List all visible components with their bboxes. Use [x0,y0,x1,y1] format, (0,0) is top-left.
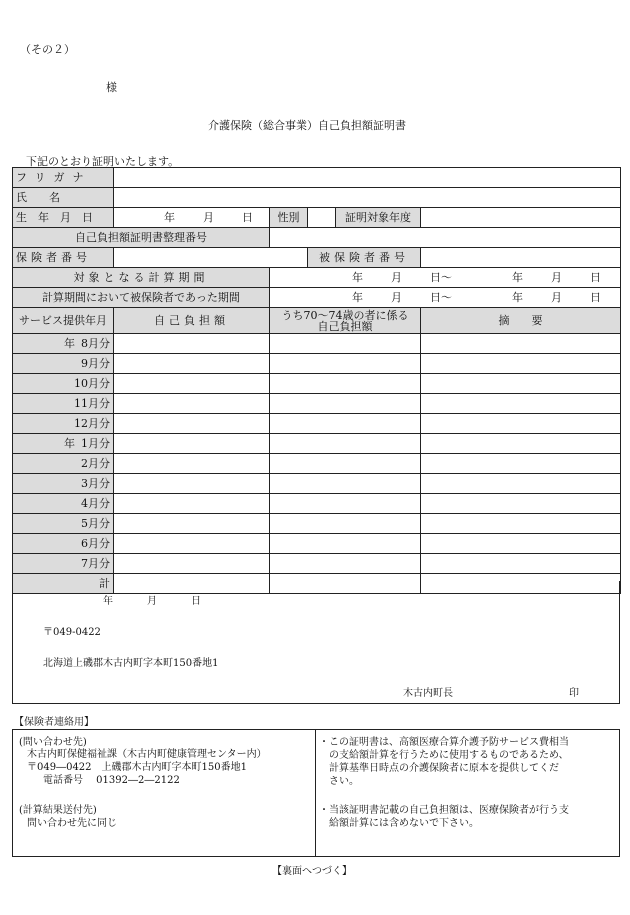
issuer-postal-code: 〒049-0422 [43,627,101,638]
issue-month-unit: 月 [147,596,157,607]
month-name: 3月分 [81,476,110,490]
period-day-unit: 日 [590,270,601,284]
remarks-field[interactable] [421,534,621,554]
furigana-label: フリガナ [13,168,114,188]
remarks-column-header: 摘 要 [421,308,621,334]
month-name: 6月分 [81,536,110,550]
month-label [13,494,114,514]
target-year-label: 証明対象年度 [336,208,421,228]
self-pay-field[interactable] [114,354,270,374]
month-row [13,454,621,474]
name-label: 氏 名 [13,188,114,208]
age-70-74-field[interactable] [270,414,421,434]
note-1-line-1: ・この証明書は、高額医療合算介護予防サービス費相当 [319,737,569,748]
cert-no-label: 自己負担額証明書整理番号 [13,228,270,248]
month-label [13,454,114,474]
month-name: 1月分 [81,436,110,450]
month-label [13,534,114,554]
month-row [13,474,621,494]
month-name: 4月分 [81,496,110,510]
month-row [13,514,621,534]
period-year-unit: 年 [512,270,523,284]
month-label [13,354,114,374]
month-name: 2月分 [81,456,110,470]
issuer-block [12,581,620,704]
issuer-address: 北海道上磯郡木古内町字本町150番地1 [43,658,219,669]
month-row [13,494,621,514]
contact-divider [315,730,316,856]
month-year-unit: 年 [64,336,75,350]
age-70-74-field[interactable] [270,514,421,534]
certificate-table [12,167,621,594]
month-name: 11月分 [74,396,110,410]
total-label: 計 [13,574,114,594]
month-label [13,414,114,434]
month-name: 8月分 [81,336,110,350]
period-year-unit: 年 [352,270,363,284]
period-month-unit: 月 [551,270,562,284]
age-70-74-field[interactable] [270,534,421,554]
remarks-field[interactable] [421,374,621,394]
age-70-74-field[interactable] [270,434,421,454]
month-name: 7月分 [81,556,110,570]
age-70-74-field[interactable] [270,454,421,474]
month-row [13,534,621,554]
self-pay-field[interactable] [114,554,270,574]
month-name: 9月分 [81,356,110,370]
month-row [13,414,621,434]
period-day-unit: 日 [590,290,601,304]
note-1-line-4: さい。 [329,776,359,787]
month-row [13,434,621,454]
remarks-field[interactable] [421,514,621,534]
note-1-line-3: 計算基準日時点の介護保険者に原本を提供してくだ [329,763,559,774]
remarks-field[interactable] [421,394,621,414]
self-pay-field[interactable] [114,454,270,474]
note-2-line-2: 給額計算には含めないで下さい。 [329,818,479,829]
remarks-field[interactable] [421,474,621,494]
self-pay-field[interactable] [114,334,270,354]
sex-label: 性別 [270,208,308,228]
inquiry-phone: 電話番号 01392―2―2122 [43,775,180,786]
period-year-unit: 年 [512,290,523,304]
birth-year-unit: 年 [164,210,175,224]
insured-no-field[interactable] [421,248,621,268]
insured-period-row [13,288,621,308]
calc-period-row [13,268,621,288]
remarks-field[interactable] [421,494,621,514]
month-name: 12月分 [74,416,110,430]
insurer-row [13,248,621,268]
birth-month-unit: 月 [203,210,214,224]
issue-year-unit: 年 [103,596,113,607]
age-header-line-1: うち70〜74歳の者に係る [281,308,409,322]
inquiry-postal-address: 〒049―0422 上磯郡木古内町字本町150番地1 [27,762,247,773]
month-label [13,334,114,354]
birthdate-field[interactable] [114,208,270,228]
birth-day-unit: 日 [242,210,253,224]
remarks-field[interactable] [421,454,621,474]
self-pay-field[interactable] [114,414,270,434]
document-title: 介護保険（総合事業）自己負担額証明書 [208,119,406,132]
month-label [13,434,114,454]
month-label [13,374,114,394]
self-pay-column-header: 自己負担額 [114,308,270,334]
issuer-mayor: 木古内町長 [403,688,453,699]
name-field[interactable] [114,188,621,208]
self-pay-field[interactable] [114,434,270,454]
lead-text: 下記のとおり証明いたします。 [26,155,180,168]
month-row [13,394,621,414]
remarks-field[interactable] [421,354,621,374]
seal-mark: 印 [569,688,579,699]
remarks-field[interactable] [421,414,621,434]
month-label [13,474,114,494]
month-row [13,334,621,354]
calc-period-label: 対象となる計算期間 [13,268,270,288]
page-number: （その２） [20,43,75,56]
age-70-74-field[interactable] [270,394,421,414]
note-1-line-2: の支給額計算を行うために使用するものであるため、 [329,750,569,761]
month-year-unit: 年 [64,436,75,450]
age-70-74-field[interactable] [270,374,421,394]
inquiry-department: 木古内町保健福祉課（木古内町健康管理センター内） [27,749,267,760]
month-row [13,374,621,394]
target-year-field[interactable] [421,208,621,228]
send-to-label: (計算結果送付先) [19,805,97,816]
insured-period-label: 計算期間において被保険者であった期間 [13,288,270,308]
age-70-74-field[interactable] [270,354,421,374]
self-pay-field[interactable] [114,494,270,514]
continued-on-back: 【裏面へつづく】 [272,866,352,877]
self-pay-field[interactable] [114,534,270,554]
contact-box [12,729,620,857]
remarks-field[interactable] [421,554,621,574]
period-year-unit: 年 [352,290,363,304]
age-70-74-field[interactable] [270,494,421,514]
period-day-from-unit: 日〜 [430,290,452,304]
furigana-field[interactable] [114,168,621,188]
cert-no-row [13,228,621,248]
furigana-row [13,168,621,188]
month-name: 10月分 [74,376,110,390]
period-month-unit: 月 [391,290,402,304]
age-70-74-column-header [270,308,421,334]
month-label [13,394,114,414]
remarks-field[interactable] [421,434,621,454]
insurer-no-field[interactable] [114,248,308,268]
issue-date [103,592,201,607]
remarks-field[interactable] [421,334,621,354]
month-row [13,554,621,574]
month-column-header: サービス提供年月 [13,308,114,334]
insured-period-field[interactable] [270,288,621,308]
month-label [13,554,114,574]
month-name: 5月分 [81,516,110,530]
self-pay-field[interactable] [114,474,270,494]
insured-no-label: 被保険者番号 [308,248,421,268]
note-2-line-1: ・当該証明書記載の自己負担額は、医療保険者が行う支 [319,805,569,816]
age-70-74-field[interactable] [270,474,421,494]
age-70-74-field[interactable] [270,554,421,574]
month-label [13,514,114,534]
period-month-unit: 月 [391,270,402,284]
period-day-from-unit: 日〜 [430,270,452,284]
insurer-no-label: 保険者番号 [13,248,114,268]
self-pay-field[interactable] [114,514,270,534]
addressee-suffix: 様 [106,81,117,94]
name-row [13,188,621,208]
contact-heading: 【保険者連絡用】 [14,717,94,728]
calc-period-field[interactable] [270,268,621,288]
month-row [13,354,621,374]
issue-day-unit: 日 [191,596,201,607]
self-pay-field[interactable] [114,374,270,394]
sex-field[interactable] [308,208,336,228]
period-month-unit: 月 [551,290,562,304]
self-pay-field[interactable] [114,394,270,414]
cert-no-field[interactable] [270,228,621,248]
birthdate-label: 生 年 月 日 [13,208,114,228]
inquiry-label: (問い合わせ先) [19,737,87,748]
age-header-line-2: 自己負担額 [317,319,373,333]
age-70-74-field[interactable] [270,334,421,354]
send-to-value: 問い合わせ先に同じ [27,818,117,829]
birth-row [13,208,621,228]
column-header-row [13,308,621,334]
